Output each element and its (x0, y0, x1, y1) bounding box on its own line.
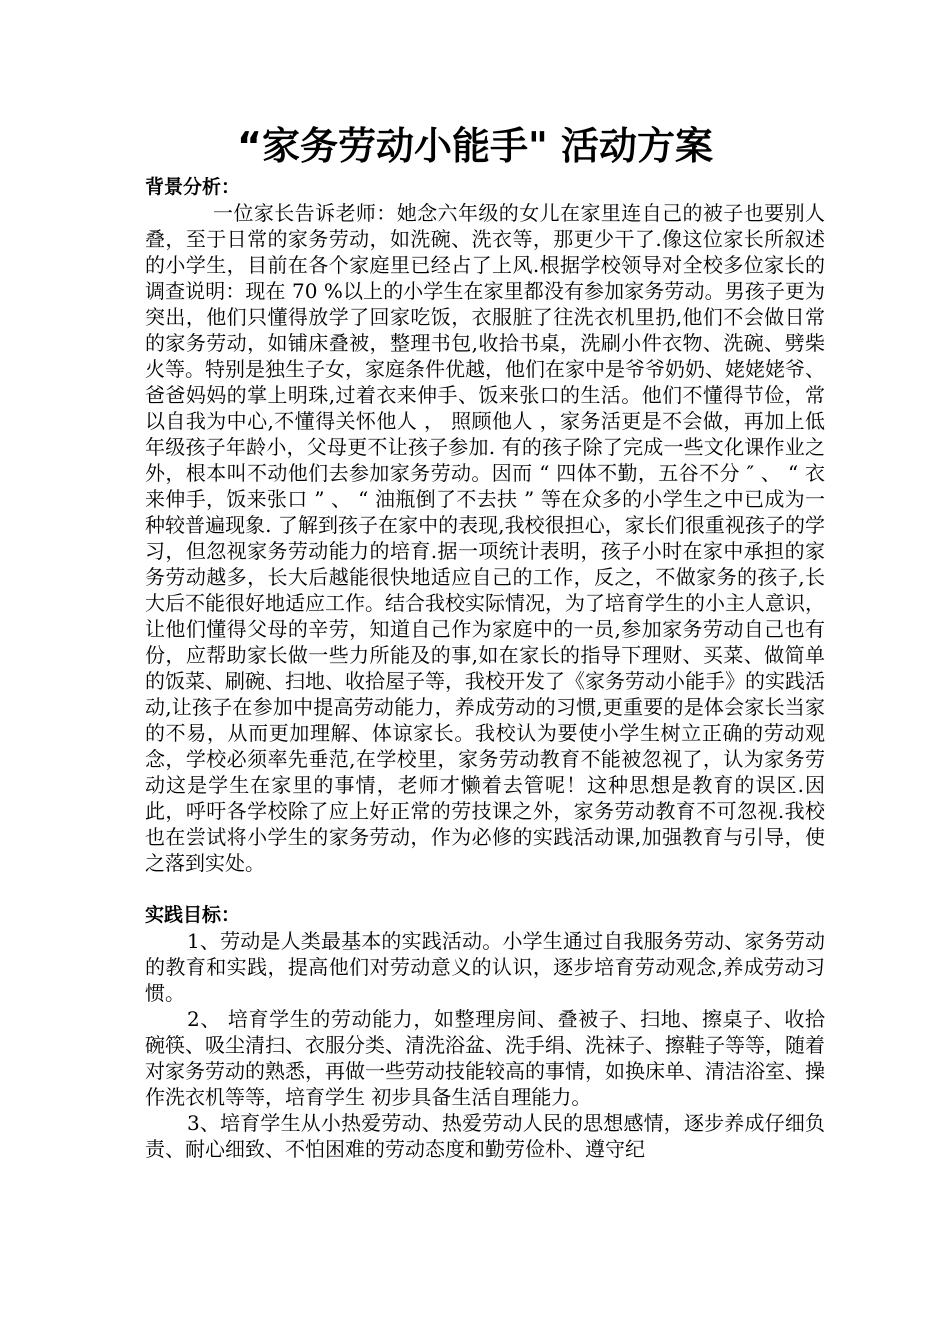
section-heading-goals: 实践目标： (145, 904, 241, 926)
goal-paragraph-2: 2、 培育学生的劳动能力，如整理房间、叠被子、扫地、擦桌子、收拾碗筷、吸尘清扫、衣服分类、清洗浴盆、洗手绢、洗袜子、擦鞋子等等，随着对家务劳动的熟悉，再做一些劳动技能较高的事情，如换床单、清洁浴室、操作洗衣机等等，培育学生 初步具备生活自理能力。 (145, 1007, 825, 1109)
section-goals (145, 902, 825, 1162)
goal-paragraph-3: 3、培育学生从小热爱劳动、热爱劳动人民的思想感情，逐步养成仔细负责、耐心细致、不怕困难的劳动态度和勤劳俭朴、遵守纪 (145, 1111, 825, 1161)
document-body (145, 174, 825, 1162)
section-spacer (145, 876, 825, 902)
goal-paragraph-1: 1、劳动是人类最基本的实践活动。小学生通过自我服务劳动、家务劳动的教育和实践，提高他们对劳动意义的认识，逐步培育劳动观念,养成劳动习惯。 (145, 929, 825, 1005)
section-heading-background: 背景分析： (145, 176, 241, 198)
background-paragraph: 一位家长告诉老师：她念六年级的女儿在家里连自己的被子也要别人叠，至于日常的家务劳动，如洗碗、洗衣等，那更少干了.像这位家长所叙述的小学生，目前在各个家庭里已经占了上风.根据学校领导对全校多位家长的调查说明：现在 70 %以上的小学生在家里都没有参加家务劳动。男孩子更为突出，他们只懂得放学了回家吃饭，衣服脏了往洗衣机里扔,他们不会做日常的家务劳动，如铺床叠被，整理书包,收拾书桌，洗刷小件衣物、洗碗、劈柴火等。特别是独生子女，家庭条件优越，他们在家中是爷爷奶奶、姥姥姥爷、爸爸妈妈的掌上明珠,过着衣来伸手、饭来张口的生活。他们不懂得节俭，常以自我为中心,不懂得关怀他人 ， 照顾他人 ，家务活更是不会做，再加上低年级孩子年龄小，父母更不让孩子参加. 有的孩子除了完成一些文化课作业之外，根本叫不动他们去参加家务劳动。因而 “ 四体不勤，五谷不分 ″ 、 “ 衣来伸手，饭来张口 ” 、 “ 油瓶倒了不去扶 ” 等在众多的小学生之中已成为一种较普遍现象. 了解到孩子在家中的表现,我校很担心，家长们很重视孩子的学习，但忽视家务劳动能力的培育.据一项统计表明，孩子小时在家中承担的家务劳动越多，长大后越能很快地适应自己的工作，反之，不做家务的孩子,长大后不能很好地适应工作。结合我校实际情况，为了培育学生的小主人意识，让他们懂得父母的辛劳，知道自己作为家庭中的一员,参加家务劳动自己也有份，应帮助家长做一些力所能及的事,如在家长的指导下理财、买菜、做简单的饭菜、刷碗、扫地、收拾屋子等，我校开发了《家务劳动小能手》的实践活动,让孩子在参加中提高劳动能力，养成劳动的习惯,更重要的是体会家长当家的不易，从而更加理解、体谅家长。我校认为要使小学生树立正确的劳动观念，学校必须率先垂范,在学校里，家务劳动教育不能被忽视了，认为家务劳动这是学生在家里的事情，老师才懒着去管呢！这种思想是教育的误区.因此，呼吁各学校除了应上好正常的劳技课之外，家务劳动教育不可忽视.我校也在尝试将小学生的家务劳动，作为必修的实践活动课,加强教育与引导，使之落到实处。 (145, 201, 825, 875)
section-background (145, 174, 825, 876)
document-title: “家务劳动小能手" 活动方案 (236, 124, 713, 168)
